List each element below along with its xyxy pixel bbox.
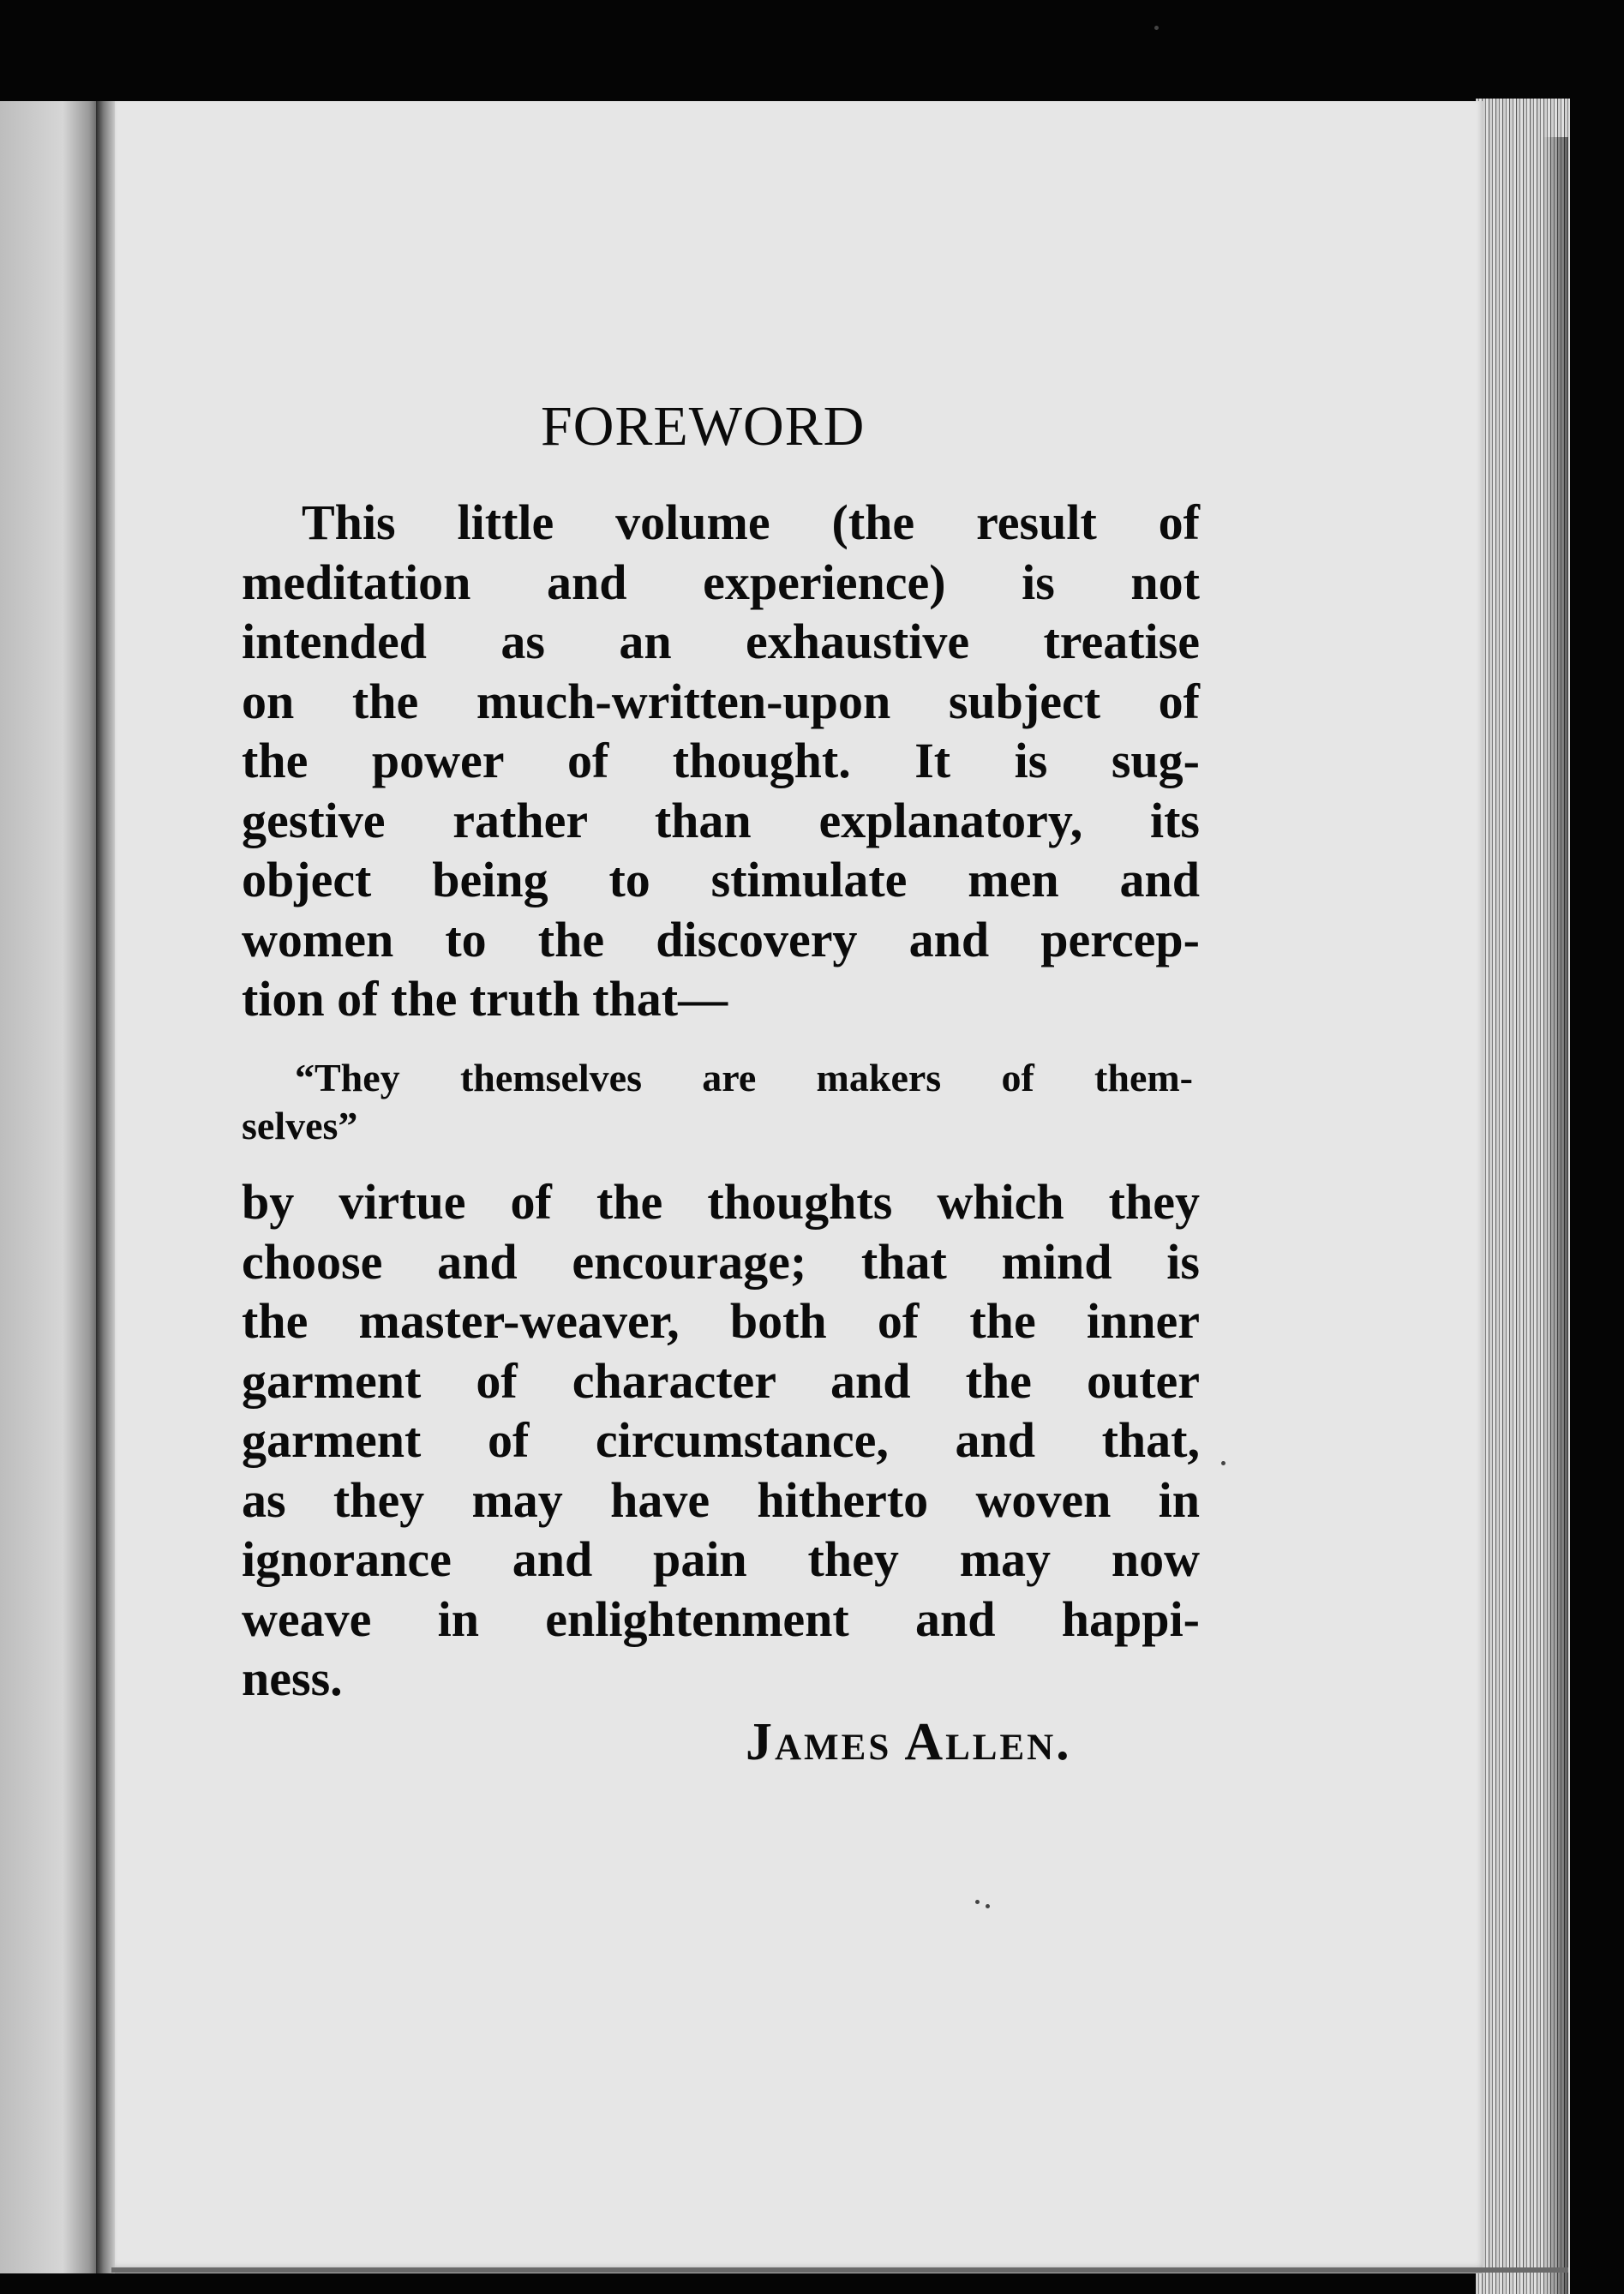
quote-line: “They themselves are makers of them- — [295, 1056, 1193, 1099]
text-line: ignorance and pain they may now — [242, 1531, 1200, 1587]
book-gutter — [96, 101, 115, 2273]
text-line: choose and encourage; that mind is — [242, 1233, 1200, 1290]
page-bottom-edge — [111, 2267, 1568, 2273]
block-quote — [242, 1054, 1193, 1150]
text-line: women to the discovery and percep- — [242, 911, 1200, 967]
author-signature: James Allen. — [746, 1713, 1072, 1771]
text-line: garment of character and the outer — [242, 1352, 1200, 1409]
text-line: This little volume (the result of — [302, 494, 1200, 550]
text-line: meditation and experience) is not — [242, 554, 1200, 610]
text-line: intended as an exhaustive treatise — [242, 614, 1200, 669]
page-title: FOREWORD — [541, 395, 866, 458]
foreword-paragraph-2 — [242, 1172, 1200, 1709]
text-line: tion of the truth that— — [242, 971, 728, 1027]
foreword-paragraph-1 — [242, 493, 1200, 1029]
scan-speck — [1221, 1461, 1225, 1465]
page-stack-shadow — [1543, 137, 1568, 2294]
scan-speck — [975, 1900, 980, 1904]
text-line: garment of circumstance, and that, — [242, 1412, 1200, 1468]
text-line: the master-weaver, both of the inner — [242, 1293, 1200, 1349]
text-line: the power of thought. It is sug- — [242, 733, 1200, 788]
scan-speck — [1154, 26, 1159, 30]
quote-line: selves” — [242, 1104, 358, 1147]
text-line: gestive rather than explanatory, its — [242, 792, 1200, 848]
left-page-edge — [0, 101, 105, 2273]
text-line: on the much-written-upon subject of — [242, 673, 1200, 729]
text-line: ness. — [242, 1650, 343, 1706]
scan-speck — [986, 1904, 990, 1908]
text-line: object being to stimulate men and — [242, 852, 1200, 907]
text-line: by virtue of the thoughts which they — [242, 1174, 1200, 1230]
text-line: weave in enlightenment and happi- — [242, 1590, 1200, 1647]
text-line: as they may have hitherto woven in — [242, 1471, 1200, 1528]
